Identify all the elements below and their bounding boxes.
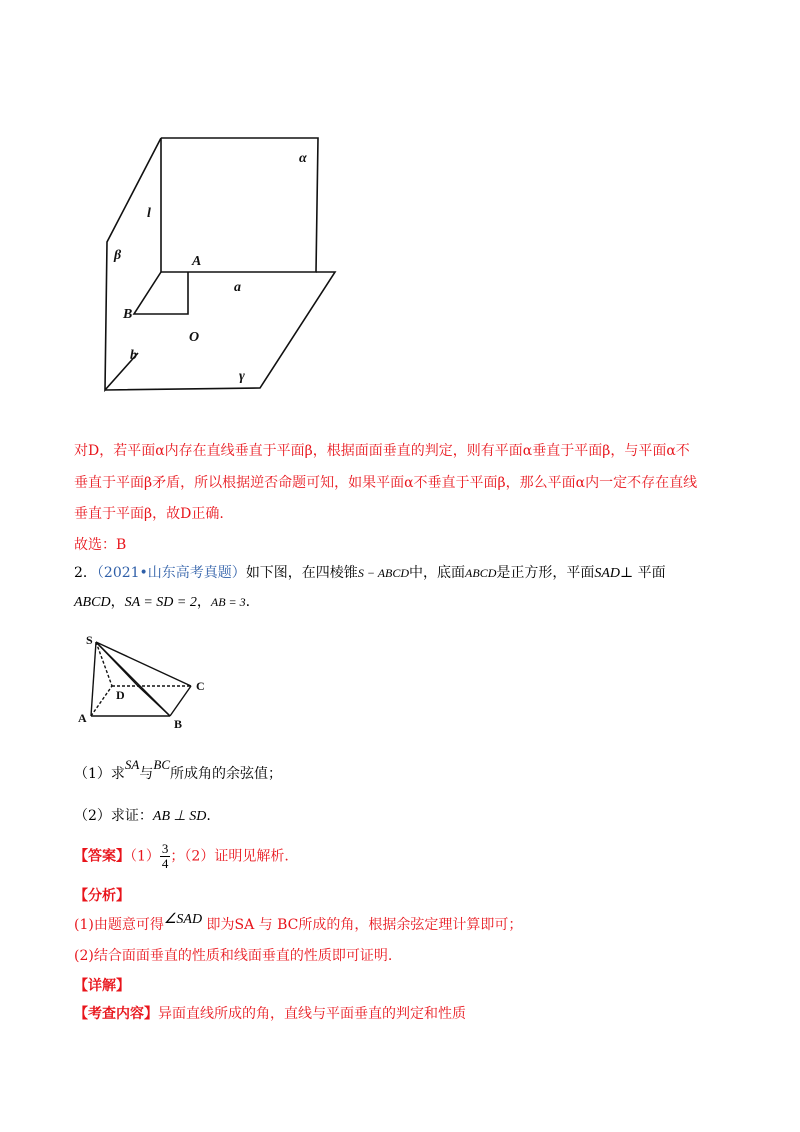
analysis-d-line-1: 对D，若平面α内存在直线垂直于平面β，根据面面垂直的判定，则有平面α垂直于平面β，与平面α不 [74, 443, 690, 459]
detail-tag: 【详解】 [74, 978, 130, 994]
answer-part-2: ；（2）证明见解析. [170, 848, 289, 865]
question-2-prefix: （2）求证： [74, 808, 153, 824]
question-1-prefix: （1）求 [74, 766, 125, 782]
label-a: a [234, 280, 241, 295]
problem-source: （2021•山东高考真题） [96, 565, 246, 581]
problem-stem-c: 是正方形，平面 [496, 565, 595, 581]
vertex-S: S [86, 633, 93, 647]
analysis-line-2: (2)结合面面垂直的性质和线面垂直的性质即可证明. [74, 948, 393, 964]
period: . [245, 594, 251, 610]
label-B: B [123, 307, 133, 322]
angle-sad: ∠SAD [163, 912, 203, 927]
vertex-C: C [196, 679, 205, 693]
question-1-bc: BC [153, 757, 170, 772]
question-1-with: 与 [139, 766, 154, 782]
problem-2-line-1 [74, 563, 666, 584]
vertex-A: A [78, 711, 87, 725]
analysis-line-1-a: (1)由题意可得 [74, 917, 164, 933]
problem-stem-a: 如下图，在四棱锥 [245, 565, 358, 581]
answer-line [74, 842, 289, 871]
fraction-numerator: 3 [161, 841, 169, 856]
base-name-2: ABCD [74, 595, 111, 610]
line-a-b-construction [134, 272, 188, 314]
content-tag: 【考查内容】 [74, 1006, 158, 1022]
choice-answer: 故选：B [74, 537, 127, 553]
question-1 [74, 757, 282, 784]
analysis-line-1-b: 即为SA 与 BC所成的角，根据余弦定理计算即可； [202, 917, 523, 933]
pyramid-name: S − ABCD [357, 566, 410, 580]
pyramid-figure [78, 628, 218, 733]
vertex-B: B [174, 717, 183, 731]
problem-number: 2． [74, 565, 97, 581]
label-A: A [192, 254, 202, 269]
analysis-tag: 【分析】 [74, 888, 130, 904]
condition-sa-sd: SA = SD = 2 [124, 595, 197, 610]
plane-sad: SAD [594, 566, 621, 581]
plane-alpha [161, 138, 318, 272]
content-text: 异面直线所成的角，直线与平面垂直的判定和性质 [158, 1006, 466, 1022]
label-gamma: γ [239, 369, 245, 384]
answer-tag: 【答案】 [74, 848, 130, 865]
separator: ， [196, 594, 211, 610]
vertex-D: D [116, 688, 125, 702]
problem-2-line-2 [74, 592, 250, 613]
question-1-sa: SA [124, 757, 140, 772]
fraction-denominator: 4 [161, 856, 169, 871]
label-alpha: α [299, 151, 307, 166]
content-line [74, 1004, 466, 1024]
analysis-d-line-3: 垂直于平面β，故D正确. [74, 506, 224, 522]
question-1-suffix: 所成角的余弦值； [170, 766, 282, 782]
question-2 [74, 806, 211, 827]
problem-stem-b: 中，底面 [409, 565, 466, 581]
label-O: O [189, 330, 200, 345]
period: . [206, 808, 211, 824]
label-beta: β [114, 248, 122, 263]
pyramid-edges [91, 642, 191, 716]
plane-gamma [105, 272, 335, 390]
planes-figure [90, 125, 350, 410]
condition-ab: AB = 3 [210, 595, 246, 609]
plane-lines [105, 138, 335, 390]
separator: ， [110, 594, 125, 610]
perp-plane: ⊥ 平面 [620, 565, 666, 581]
answer-fraction [160, 842, 171, 871]
analysis-d-line-2: 垂直于平面β矛盾，所以根据逆否命题可知，如果平面α不垂直于平面β，那么平面α内一定不存在直线 [74, 475, 698, 491]
label-l: l [147, 206, 151, 221]
answer-part-1: （1） [130, 848, 160, 865]
label-b: b [130, 348, 137, 363]
question-2-expression: AB ⊥ SD [152, 809, 207, 824]
analysis-line-1 [74, 912, 523, 936]
base-name: ABCD [465, 566, 497, 580]
